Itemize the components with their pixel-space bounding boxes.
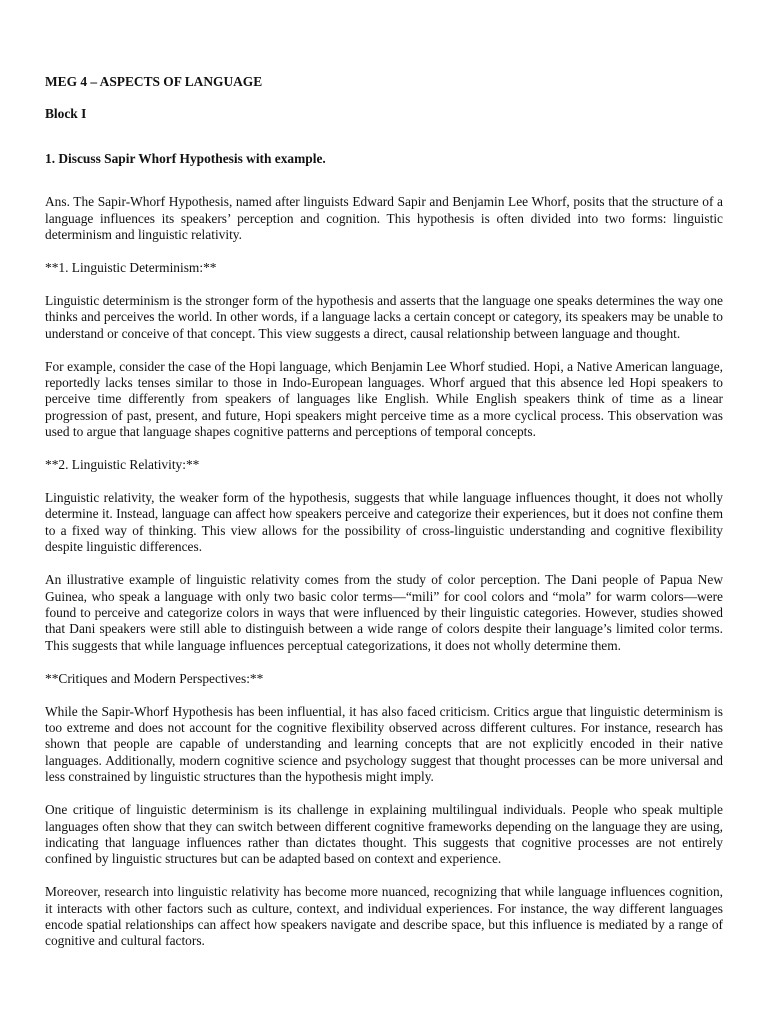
course-title: MEG 4 – ASPECTS OF LANGUAGE — [45, 74, 263, 89]
answer-intro-paragraph: Ans. The Sapir-Whorf Hypothesis, named after linguists Edward Sapir and Benjamin Lee Whorf, posits that the structure of a language influences its speakers’ perception and cognition. This hypothesis is often divided into two forms: linguistic determinism and linguistic relativity. — [45, 194, 723, 243]
question-heading: 1. Discuss Sapir Whorf Hypothesis with example. — [45, 150, 326, 166]
relativity-paragraph: Linguistic relativity, the weaker form of the hypothesis, suggests that while language influences thought, it does not wholly determine it. Instead, language can affect how speakers perceive and categorize their experiences, but it does not confine them to a fixed way of thinking. This view allows for the possibility of cross-linguistic understanding and cognitive flexibility despite linguistic differences. — [45, 490, 723, 555]
hopi-example-paragraph: For example, consider the case of the Hopi language, which Benjamin Lee Whorf studied. Hopi, a Native American language, reportedly lacks tenses similar to those in Indo-European languages. Whorf argued that this absence led Hopi speakers to perceive time differently from speakers of languages like English. While English speakers think of time as a linear progression of past, present, and future, Hopi speakers might perceive time as a more cyclical process. This observation was used to argue that language shapes cognitive patterns and perceptions of temporal concepts. — [45, 358, 723, 440]
document-page — [45, 74, 723, 966]
section-heading-critiques: **Critiques and Modern Perspectives:** — [45, 670, 264, 686]
determinism-paragraph: Linguistic determinism is the stronger form of the hypothesis and asserts that the language one speaks determines the way one thinks and perceives the world. In other words, if a language lacks a certain concept or category, its speakers may be unable to understand or conceive of that concept. This view suggests a direct, causal relationship between language and thought. — [45, 292, 723, 341]
section-heading-determinism: **1. Linguistic Determinism:** — [45, 259, 217, 275]
section-heading-relativity: **2. Linguistic Relativity:** — [45, 457, 200, 473]
critiques-paragraph: While the Sapir-Whorf Hypothesis has been influential, it has also faced criticism. Critics argue that linguistic determinism is too extreme and does not account for the cognitive flexibility observed across different cultures. For instance, research has shown that people are capable of understanding and learning concepts that are not explicitly encoded in their native languages. Additionally, modern cognitive science and psychology suggest that thought processes can be more universal and less constrained by linguistic structures than the hypothesis might imply. — [45, 703, 723, 785]
multilingual-paragraph: One critique of linguistic determinism is its challenge in explaining multilingual individuals. People who speak multiple languages often show that they can switch between different cognitive frameworks depending on the language they are using, indicating that language influences rather than dictates thought. This suggests that cognitive processes are not entirely confined by linguistic structures but can be adapted based on context and experience. — [45, 802, 723, 867]
moreover-paragraph: Moreover, research into linguistic relativity has become more nuanced, recognizing that while language influences cognition, it interacts with other factors such as culture, context, and individual experiences. For instance, the way different languages encode spatial relationships can affect how speakers navigate and describe space, but this influence is mediated by a range of cognitive and cultural factors. — [45, 884, 723, 949]
block-title: Block I — [45, 106, 87, 122]
dani-example-paragraph: An illustrative example of linguistic relativity comes from the study of color perception. The Dani people of Papua New Guinea, who speak a language with only two basic color terms—“mili” for cool colors and “mola” for warm colors—were found to perceive and categorize colors in ways that were influenced by their linguistic categories. However, studies showed that Dani speakers were still able to distinguish between a wide range of colors despite their language’s limited color terms. This suggests that while language influences perceptual categorizations, it does not wholly determine them. — [45, 572, 723, 653]
